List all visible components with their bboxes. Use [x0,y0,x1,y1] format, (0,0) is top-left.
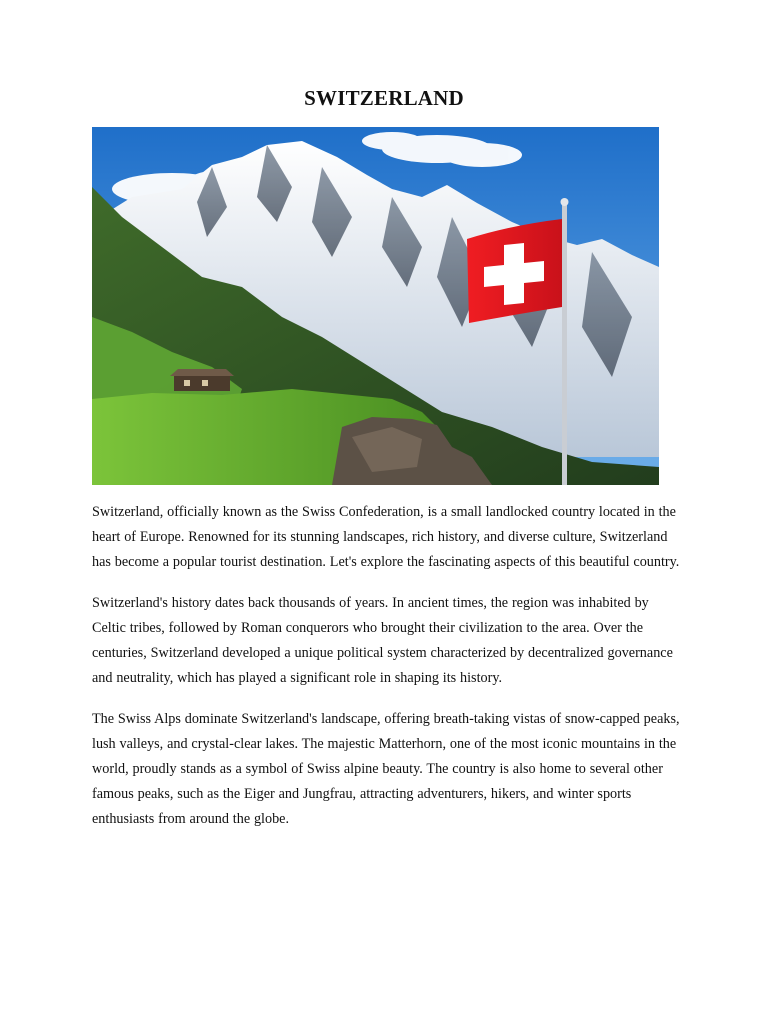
paragraph-history: Switzerland's history dates back thousands of years. In ancient times, the region was inhabited by Celtic tribes, followed by Roman conquerors who brought their civilization to the area. Over the centuries, Switzerland developed a unique political system characterized by decentralized governance and neutrality, which has played a significant role in shaping its history. [92,595,673,686]
hero-image [92,127,659,485]
flagpole-cap [561,198,569,206]
page-title: SWITZERLAND [304,86,464,110]
paragraph-intro: Switzerland, officially known as the Swiss Confederation, is a small landlocked country located in the heart of Europe. Renowned for its stunning landscapes, rich history, and diverse culture, Switzerland has become a popular tourist destination. Let's explore the fascinating aspects of this beautiful country. [92,504,680,570]
article-body [92,500,682,848]
paragraph-alps: The Swiss Alps dominate Switzerland's landscape, offering breath-taking vistas of snow-capped peaks, lush valleys, and crystal-clear lakes. The majestic Matterhorn, one of the most iconic mountains in the world, proudly stands as a symbol of Swiss alpine beauty. The country is also home to several other famous peaks, such as the Eiger and Jungfrau, attracting adventurers, hikers, and winter sports enthusiasts from around the globe. [92,711,680,827]
flagpole [562,203,567,485]
alps-flag-illustration [92,127,659,485]
mountain-hut [170,369,234,391]
